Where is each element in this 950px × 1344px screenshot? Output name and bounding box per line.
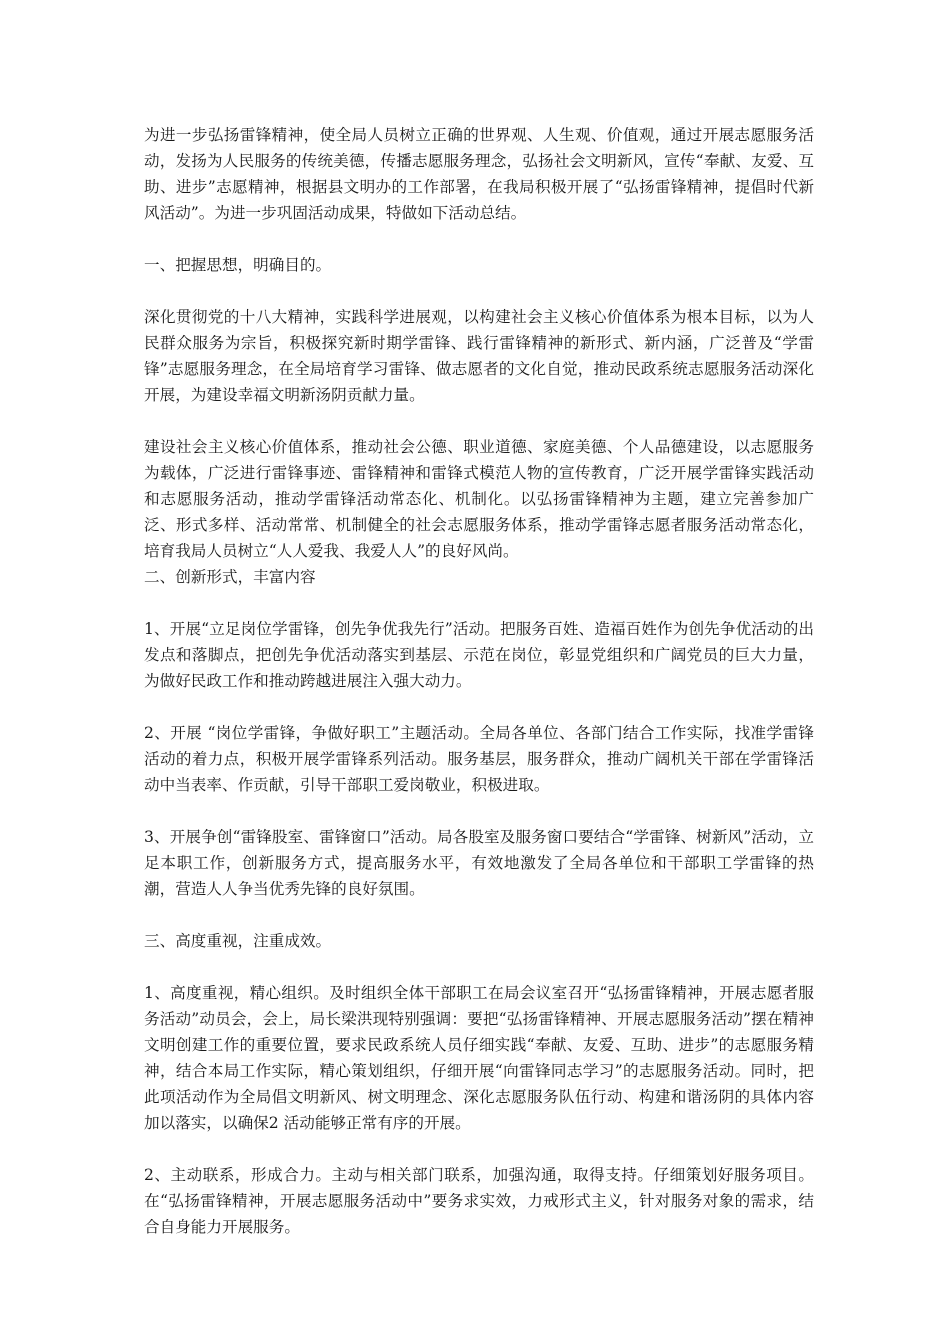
section-3-item-1: 1、高度重视，精心组织。及时组织全体干部职工在局会议室召开“弘扬雷锋精神，开展志愿者服务活动”动员会，会上，局长梁洪现特别强调：要把“弘扬雷锋精神、开展志愿服务活动”摆在精神文明创建工作的重要位置，要求民政系统人员仔细实践“奉献、友爱、互助、进步”的志愿服务精神，结合本局工作实际，精心策划组织，仔细开展“向雷锋同志学习”的志愿服务活动。同时，把此项活动作为全局倡文明新风、树文明理念、深化志愿服务队伍行动、构建和谐汤阴的具体内容加以落实，以确保2 活动能够正常有序的开展。 <box>144 984 814 1132</box>
section-2-item-1: 1、开展“立足岗位学雷锋，创先争优我先行”活动。把服务百姓、造福百姓作为创先争优活动的出发点和落脚点，把创先争优活动落实到基层、示范在岗位，彰显党组织和广阔党员的巨大力量，为做好民政工作和推动跨越进展注入强大动力。 <box>144 620 814 690</box>
section-heading-1: 一、把握思想，明确目的。 <box>144 256 332 274</box>
paragraph-spacer <box>144 954 814 980</box>
document-body <box>144 122 814 1240</box>
paragraph-spacer <box>144 408 814 434</box>
paragraph-spacer <box>144 278 814 304</box>
section-heading-2: 二、创新形式，丰富内容 <box>144 568 316 586</box>
section-heading-3: 三、高度重视，注重成效。 <box>144 932 332 950</box>
section-2-item-3: 3、开展争创“雷锋股室、雷锋窗口”活动。局各股室及服务窗口要结合“学雷锋、树新风”活动，立足本职工作，创新服务方式，提高服务水平，有效地激发了全局各单位和干部职工学雷锋的热潮，营造人人争当优秀先锋的良好氛围。 <box>144 828 814 898</box>
section-1-paragraph-1: 深化贯彻党的十八大精神，实践科学进展观，以构建社会主义核心价值体系为根本目标，以为人民群众服务为宗旨，积极探究新时期学雷锋、践行雷锋精神的新形式、新内涵，广泛普及“学雷锋”志愿服务理念，在全局培育学习雷锋、做志愿者的文化自觉，推动民政系统志愿服务活动深化开展，为建设幸福文明新汤阴贡献力量。 <box>144 308 814 404</box>
paragraph-spacer <box>144 226 814 252</box>
intro-paragraph: 为进一步弘扬雷锋精神，使全局人员树立正确的世界观、人生观、价值观，通过开展志愿服务活动，发扬为人民服务的传统美德，传播志愿服务理念，弘扬社会文明新风，宣传“奉献、友爱、互助、进步”志愿精神，根据县文明办的工作部署，在我局积极开展了“弘扬雷锋精神，提倡时代新风活动”。为进一步巩固活动成果，特做如下活动总结。 <box>144 126 814 222</box>
paragraph-spacer <box>144 1136 814 1162</box>
section-2-item-2: 2、开展 “岗位学雷锋，争做好职工”主题活动。全局各单位、各部门结合工作实际，找准学雷锋活动的着力点，积极开展学雷锋系列活动。服务基层，服务群众，推动广阔机关干部在学雷锋活动中当表率、作贡献，引导干部职工爱岗敬业，积极进取。 <box>144 724 814 794</box>
paragraph-spacer <box>144 590 814 616</box>
paragraph-spacer <box>144 694 814 720</box>
section-3-item-2: 2、主动联系，形成合力。主动与相关部门联系，加强沟通，取得支持。仔细策划好服务项目。在“弘扬雷锋精神，开展志愿服务活动中”要务求实效，力戒形式主义，针对服务对象的需求，结合自身能力开展服务。 <box>144 1166 814 1236</box>
paragraph-spacer <box>144 902 814 928</box>
section-1-paragraph-2: 建设社会主义核心价值体系，推动社会公德、职业道德、家庭美德、个人品德建设，以志愿服务为载体，广泛进行雷锋事迹、雷锋精神和雷锋式模范人物的宣传教育，广泛开展学雷锋实践活动和志愿服务活动，推动学雷锋活动常态化、机制化。以弘扬雷锋精神为主题，建立完善参加广泛、形式多样、活动常常、机制健全的社会志愿服务体系，推动学雷锋志愿者服务活动常态化，培育我局人员树立“人人爱我、我爱人人”的良好风尚。 <box>144 438 814 560</box>
paragraph-spacer <box>144 798 814 824</box>
